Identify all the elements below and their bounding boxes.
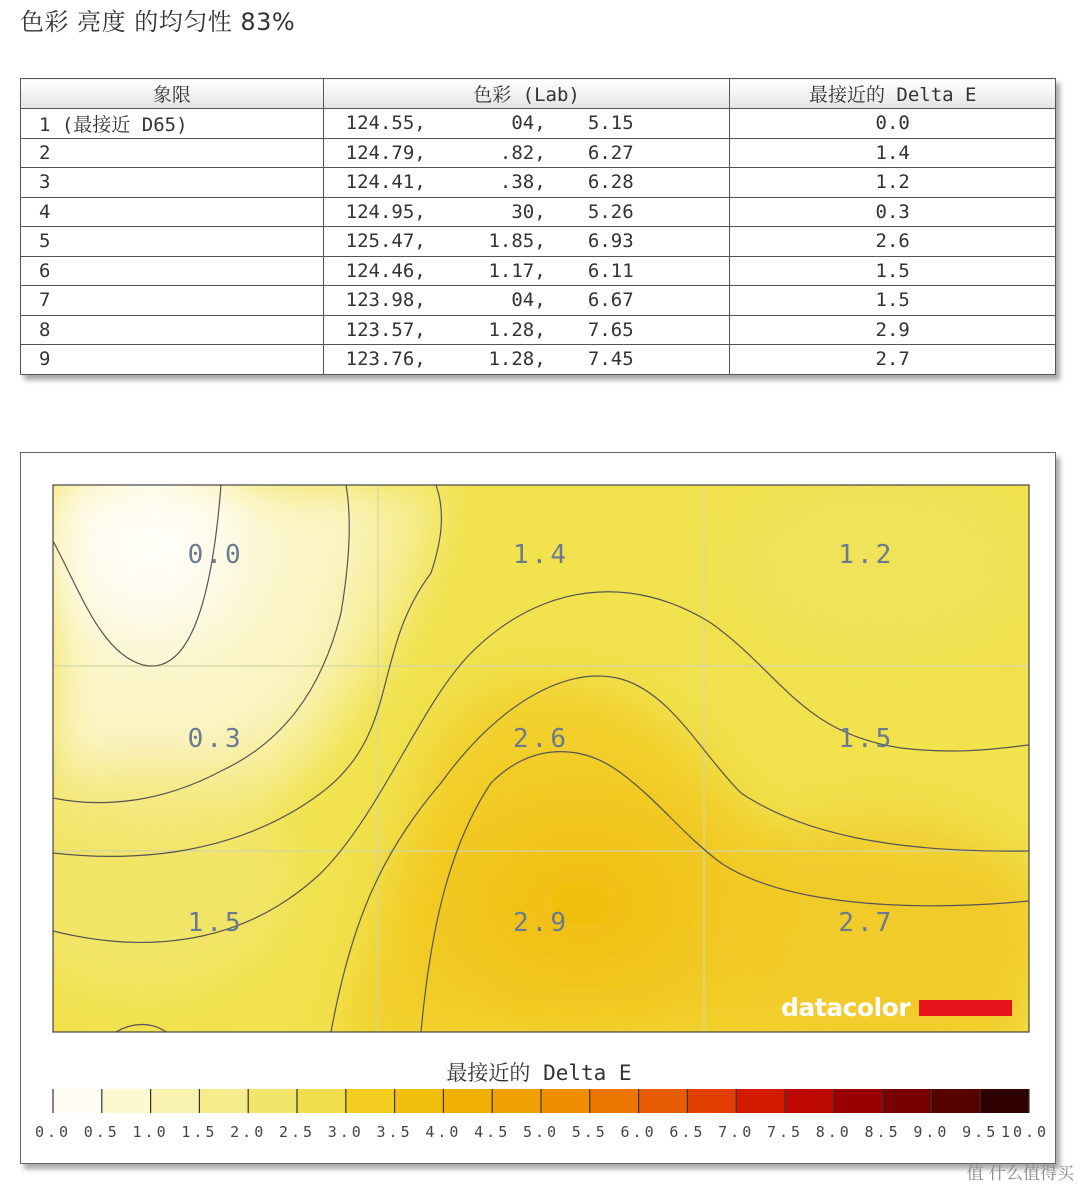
- cell-value-label: 2.7: [838, 908, 895, 938]
- colorbar-tick-label: 0.5: [83, 1123, 120, 1141]
- colorbar-segment: [639, 1089, 688, 1113]
- table-row: [21, 138, 1056, 168]
- lab-l-value: 124.95,: [345, 200, 426, 223]
- header-lab-color: 色彩 (Lab): [323, 79, 730, 109]
- colorbar-segment: [931, 1089, 980, 1113]
- lab-table-container: [20, 78, 1056, 375]
- lab-value-cell: [323, 286, 730, 316]
- lab-value-cell: [323, 109, 730, 139]
- lab-b-value: 5.26: [587, 200, 634, 223]
- colorbar-tick-label: 2.0: [230, 1123, 267, 1141]
- colorbar-tick-label: 10.0: [1000, 1123, 1050, 1141]
- colorbar-segment: [346, 1089, 395, 1113]
- lab-b-value: 5.15: [587, 112, 634, 135]
- cell-value-label: 0.3: [187, 724, 244, 754]
- colorbar-segment: [443, 1089, 492, 1113]
- lab-value-cell: [323, 227, 730, 257]
- cell-value-label: 2.9: [513, 908, 569, 938]
- colorbar-segment: [199, 1089, 248, 1113]
- colorbar-segment: [834, 1089, 883, 1113]
- colorbar-segment: [687, 1089, 736, 1113]
- delta-e-cell: 1.4: [730, 138, 1056, 168]
- uniformity-chart-panel: [20, 452, 1056, 1164]
- delta-e-cell: 2.6: [730, 227, 1056, 257]
- quadrant-cell: 8: [21, 315, 324, 345]
- lab-a-value: 04,: [511, 289, 546, 312]
- colorbar-segment: [980, 1089, 1029, 1113]
- colorbar-segment: [785, 1089, 834, 1113]
- quadrant-cell: 9: [21, 345, 324, 375]
- colorbar-tick-label: 9.5: [962, 1123, 999, 1141]
- cell-value-label: 1.5: [187, 908, 244, 938]
- lab-b-value: 6.67: [587, 289, 634, 312]
- lab-b-value: 6.27: [587, 141, 634, 164]
- lab-value-cell: [323, 256, 730, 286]
- datacolor-logo-bar: [919, 1000, 1012, 1016]
- table-header-row: [21, 79, 1056, 109]
- delta-e-cell: 1.5: [730, 256, 1056, 286]
- colorbar-tick-label: 5.0: [522, 1123, 560, 1141]
- cell-value-label: 1.4: [513, 540, 569, 570]
- colorbar-tick-label: 4.5: [474, 1123, 511, 1141]
- colorbar-segment: [151, 1089, 200, 1113]
- colorbar-tick-label: 3.0: [327, 1123, 364, 1141]
- delta-e-cell: 0.0: [730, 109, 1056, 139]
- colorbar-tick-label: 1.5: [181, 1123, 218, 1141]
- colorbar-segment: [590, 1089, 639, 1113]
- quadrant-cell: 7: [21, 286, 324, 316]
- header-quadrant: 象限: [21, 79, 324, 109]
- colorbar-segment: [883, 1089, 932, 1113]
- quadrant-cell: 1 (最接近 D65): [21, 109, 324, 139]
- delta-e-cell: 2.7: [730, 345, 1056, 375]
- watermark-text: 值 什么值得买: [966, 1164, 1074, 1184]
- lab-l-value: 124.46,: [345, 259, 426, 282]
- lab-b-value: 7.65: [587, 318, 634, 341]
- colorbar-tick-label: 5.5: [571, 1123, 608, 1141]
- lab-a-value: 04,: [511, 112, 546, 135]
- lab-a-value: 1.17,: [488, 259, 546, 282]
- lab-value-cell: [323, 345, 730, 375]
- lab-l-value: 125.47,: [345, 230, 426, 253]
- lab-a-value: 30,: [511, 200, 546, 223]
- lab-value-cell: [323, 168, 730, 198]
- table-row: [21, 168, 1056, 198]
- lab-a-value: .82,: [499, 141, 546, 164]
- cell-value-label: 2.6: [513, 724, 569, 754]
- cell-value-label: 0.0: [187, 540, 244, 570]
- lab-l-value: 124.79,: [345, 141, 426, 164]
- lab-value-cell: [323, 138, 730, 168]
- colorbar-segment: [53, 1089, 102, 1113]
- colorbar-segment: [102, 1089, 151, 1113]
- datacolor-logo-text: datacolor: [781, 993, 911, 1022]
- table-row: [21, 227, 1056, 257]
- page-title: 色彩 亮度 的均匀性 83%: [20, 8, 296, 36]
- colorbar-segment: [248, 1089, 297, 1113]
- colorbar-tick-label: 8.0: [815, 1123, 852, 1141]
- table-row: [21, 256, 1056, 286]
- colorbar-tick-label: 7.5: [766, 1123, 804, 1141]
- lab-a-value: .38,: [499, 171, 546, 194]
- quadrant-cell: 6: [21, 256, 324, 286]
- lab-b-value: 7.45: [587, 348, 634, 371]
- colorbar-segment: [297, 1089, 346, 1113]
- cell-value-label: 1.2: [838, 540, 895, 570]
- delta-e-cell: 1.5: [730, 286, 1056, 316]
- colorbar-tick-label: 6.0: [620, 1123, 657, 1141]
- table-row: [21, 286, 1056, 316]
- colorbar-tick-label: 4.0: [425, 1123, 462, 1141]
- chart-title: 最接近的 Delta E: [446, 1061, 632, 1085]
- colorbar-tick-label: 3.5: [376, 1123, 413, 1141]
- lab-b-value: 6.11: [587, 259, 634, 282]
- delta-e-cell: 1.2: [730, 168, 1056, 198]
- lab-a-value: 1.85,: [488, 230, 546, 253]
- table-row: [21, 315, 1056, 345]
- colorbar-tick-label: 1.0: [132, 1123, 169, 1141]
- delta-e-cell: 2.9: [730, 315, 1056, 345]
- lab-a-value: 1.28,: [488, 318, 546, 341]
- colorbar-segment: [492, 1089, 541, 1113]
- lab-a-value: 1.28,: [488, 348, 546, 371]
- lab-l-value: 124.41,: [345, 171, 426, 194]
- colorbar: [35, 1089, 1049, 1141]
- lab-l-value: 123.76,: [345, 348, 426, 371]
- quadrant-cell: 4: [21, 197, 324, 227]
- colorbar-tick-label: 0.0: [34, 1123, 72, 1141]
- quadrant-cell: 5: [21, 227, 324, 257]
- lab-b-value: 6.93: [587, 230, 634, 253]
- delta-e-cell: 0.3: [730, 197, 1056, 227]
- colorbar-segment: [541, 1089, 590, 1113]
- lab-table: [20, 78, 1056, 375]
- colorbar-segment: [395, 1089, 444, 1113]
- lab-l-value: 124.55,: [345, 112, 426, 135]
- quadrant-cell: 3: [21, 168, 324, 198]
- colorbar-segment: [736, 1089, 785, 1113]
- uniformity-chart: [21, 453, 1057, 1165]
- colorbar-tick-label: 6.5: [669, 1123, 706, 1141]
- lab-l-value: 123.57,: [345, 318, 426, 341]
- lab-b-value: 6.28: [587, 171, 634, 194]
- colorbar-tick-label: 9.0: [913, 1123, 950, 1141]
- header-delta-e: 最接近的 Delta E: [730, 79, 1056, 109]
- colorbar-tick-label: 8.5: [864, 1123, 901, 1141]
- lab-l-value: 123.98,: [345, 289, 426, 312]
- colorbar-tick-label: 2.5: [278, 1123, 316, 1141]
- table-row: [21, 109, 1056, 139]
- quadrant-cell: 2: [21, 138, 324, 168]
- table-row: [21, 345, 1056, 375]
- lab-value-cell: [323, 315, 730, 345]
- colorbar-tick-label: 7.0: [718, 1123, 755, 1141]
- table-row: [21, 197, 1056, 227]
- lab-value-cell: [323, 197, 730, 227]
- cell-value-label: 1.5: [838, 724, 895, 754]
